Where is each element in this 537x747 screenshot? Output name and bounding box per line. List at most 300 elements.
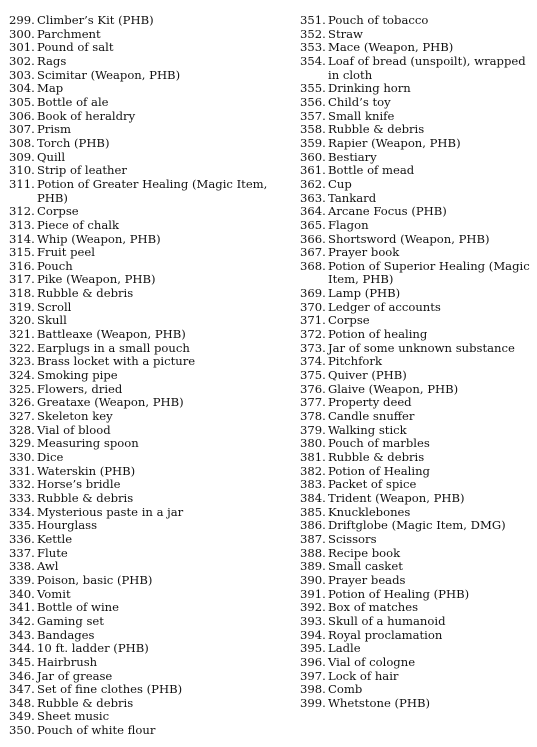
list-item <box>9 574 291 588</box>
item-number: 328. <box>9 422 35 437</box>
item-number: 381. <box>300 450 326 464</box>
item-number: 321. <box>9 327 35 342</box>
list-item <box>9 28 291 42</box>
item-text: Poison, basic (PHB) <box>37 572 153 587</box>
list-item <box>9 96 291 110</box>
item-text: Potion of Healing <box>328 463 430 478</box>
list-item <box>300 588 530 602</box>
list-item <box>9 205 291 219</box>
item-text: Potion of Greater Healing (Magic Item, PHB) <box>37 176 268 205</box>
item-text: Climber’s Kit (PHB) <box>37 13 154 27</box>
item-number: 327. <box>9 409 35 424</box>
item-number: 393. <box>300 613 326 628</box>
item-number: 397. <box>300 668 326 683</box>
item-number: 398. <box>300 682 326 697</box>
item-text: Drinking horn <box>328 81 411 96</box>
item-number: 325. <box>9 381 35 396</box>
item-text: Packet of spice <box>328 477 417 492</box>
item-text: Ladle <box>328 641 361 656</box>
item-number: 320. <box>9 313 35 328</box>
list-item <box>9 547 291 561</box>
list-item <box>9 69 291 83</box>
list-item <box>9 424 291 438</box>
item-text: Dice <box>37 450 64 464</box>
right-column-list <box>300 14 530 710</box>
item-text: Ledger of accounts <box>328 299 441 314</box>
item-text: Brass locket with a picture <box>37 354 196 369</box>
item-number: 374. <box>300 354 326 369</box>
item-text: Map <box>37 81 64 96</box>
item-number: 375. <box>300 368 326 383</box>
list-item <box>300 629 530 643</box>
list-item <box>9 697 291 711</box>
item-number: 388. <box>300 545 326 560</box>
list-item <box>9 342 291 356</box>
list-item <box>9 451 291 465</box>
item-number: 382. <box>300 463 326 478</box>
item-number: 316. <box>9 258 35 273</box>
item-number: 379. <box>300 422 326 437</box>
list-item <box>9 437 291 451</box>
item-number: 333. <box>9 490 35 505</box>
item-text: Strip of leather <box>37 163 127 178</box>
item-text: Whip (Weapon, PHB) <box>37 231 161 246</box>
item-text: Rapier (Weapon, PHB) <box>328 135 461 150</box>
item-number: 366. <box>300 231 326 246</box>
item-text: Skull of a humanoid <box>328 613 446 628</box>
list-item <box>9 383 291 397</box>
item-text: Box of matches <box>328 600 419 615</box>
list-item <box>9 164 291 178</box>
list-item <box>300 28 530 42</box>
item-text: Knucklebones <box>328 504 411 519</box>
item-text: Driftglobe (Magic Item, DMG) <box>328 518 506 533</box>
list-item <box>300 123 530 137</box>
list-item <box>300 478 530 492</box>
item-number: 300. <box>9 26 35 41</box>
list-item <box>9 615 291 629</box>
list-item <box>9 14 291 28</box>
item-number: 384. <box>300 490 326 505</box>
item-text: Arcane Focus (PHB) <box>328 204 447 219</box>
list-item <box>9 670 291 684</box>
list-item <box>9 41 291 55</box>
item-number: 358. <box>300 122 326 137</box>
item-text: Hairbrush <box>37 654 98 669</box>
item-number: 383. <box>300 477 326 492</box>
list-item <box>9 642 291 656</box>
item-number: 356. <box>300 94 326 109</box>
item-number: 305. <box>9 94 35 109</box>
list-item <box>9 137 291 151</box>
list-item <box>300 96 530 110</box>
item-text: Piece of chalk <box>37 217 119 232</box>
list-item <box>300 615 530 629</box>
item-text: Fruit peel <box>37 245 95 260</box>
list-item <box>300 260 530 287</box>
list-item <box>9 110 291 124</box>
item-text: Scimitar (Weapon, PHB) <box>37 67 181 82</box>
list-item <box>300 178 530 192</box>
item-text: Jar of grease <box>37 668 113 683</box>
item-text: Vial of cologne <box>328 654 416 669</box>
item-number: 335. <box>9 518 35 533</box>
item-text: Prayer beads <box>328 572 406 587</box>
item-number: 308. <box>9 135 35 150</box>
item-text: Prayer book <box>328 245 400 260</box>
left-column-list <box>9 14 291 738</box>
list-item <box>300 369 530 383</box>
item-text: Gaming set <box>37 613 104 628</box>
item-number: 364. <box>300 204 326 219</box>
item-number: 323. <box>9 354 35 369</box>
item-text: Hourglass <box>37 518 98 533</box>
list-item <box>9 601 291 615</box>
item-number: 306. <box>9 108 35 123</box>
list-item <box>300 670 530 684</box>
item-number: 371. <box>300 313 326 328</box>
item-text: Vomit <box>37 586 71 601</box>
list-item <box>300 41 530 55</box>
item-text: Earplugs in a small pouch <box>37 340 190 355</box>
list-item <box>300 55 530 82</box>
item-number: 372. <box>300 327 326 342</box>
list-item <box>9 355 291 369</box>
list-item <box>300 110 530 124</box>
item-text: Book of heraldry <box>37 108 136 123</box>
list-item <box>9 246 291 260</box>
list-item <box>9 123 291 137</box>
item-text: Small casket <box>328 559 403 574</box>
item-text: Skeleton key <box>37 409 113 424</box>
item-number: 339. <box>9 572 35 587</box>
item-number: 318. <box>9 286 35 301</box>
item-text: Rubble & debris <box>37 490 134 505</box>
list-item <box>300 465 530 479</box>
item-number: 389. <box>300 559 326 574</box>
list-item <box>9 533 291 547</box>
item-text: Bottle of ale <box>37 94 109 109</box>
list-item <box>300 151 530 165</box>
item-text: Greataxe (Weapon, PHB) <box>37 395 184 410</box>
list-item <box>300 533 530 547</box>
item-number: 349. <box>9 709 35 724</box>
item-number: 347. <box>9 682 35 697</box>
list-item <box>9 314 291 328</box>
item-text: Candle snuffer <box>328 409 415 424</box>
item-number: 387. <box>300 531 326 546</box>
list-item <box>300 396 530 410</box>
item-text: Pouch of white flour <box>37 723 156 738</box>
item-number: 391. <box>300 586 326 601</box>
list-item <box>300 137 530 151</box>
item-number: 314. <box>9 231 35 246</box>
list-item <box>300 560 530 574</box>
item-number: 324. <box>9 368 35 383</box>
item-text: Flowers, dried <box>37 381 123 396</box>
item-number: 396. <box>300 654 326 669</box>
item-text: Prism <box>37 122 71 137</box>
item-text: Parchment <box>37 26 101 41</box>
item-number: 352. <box>300 26 326 41</box>
item-number: 345. <box>9 654 35 669</box>
item-number: 392. <box>300 600 326 615</box>
list-item <box>9 219 291 233</box>
item-text: Pouch of marbles <box>328 436 430 451</box>
list-item <box>300 697 530 711</box>
item-number: 353. <box>300 40 326 55</box>
list-item <box>300 410 530 424</box>
item-number: 343. <box>9 627 35 642</box>
item-number: 354. <box>300 53 326 68</box>
item-number: 370. <box>300 299 326 314</box>
list-item <box>9 178 291 205</box>
item-number: 365. <box>300 217 326 232</box>
list-item <box>9 506 291 520</box>
list-item <box>300 424 530 438</box>
list-item <box>300 492 530 506</box>
list-item <box>300 642 530 656</box>
item-number: 329. <box>9 436 35 451</box>
item-text: Small knife <box>328 108 395 123</box>
item-number: 350. <box>9 723 35 738</box>
list-item <box>300 82 530 96</box>
item-number: 399. <box>300 695 326 710</box>
list-item <box>9 151 291 165</box>
item-text: Scissors <box>328 531 377 546</box>
item-text: Glaive (Weapon, PHB) <box>328 381 459 396</box>
item-text: Bandages <box>37 627 95 642</box>
item-number: 332. <box>9 477 35 492</box>
item-text: Smoking pipe <box>37 368 118 383</box>
item-text: Walking stick <box>328 422 407 437</box>
item-number: 317. <box>9 272 35 287</box>
item-text: Rubble & debris <box>37 695 134 710</box>
item-text: Whetstone (PHB) <box>328 695 430 710</box>
list-item <box>9 519 291 533</box>
item-text: Shortsword (Weapon, PHB) <box>328 231 490 246</box>
item-text: Horse’s bridle <box>37 477 121 492</box>
item-text: Recipe book <box>328 545 401 560</box>
item-text: Rags <box>37 53 67 68</box>
list-item <box>9 724 291 738</box>
list-item <box>300 301 530 315</box>
item-number: 378. <box>300 409 326 424</box>
item-number: 310. <box>9 163 35 178</box>
item-number: 338. <box>9 559 35 574</box>
list-item <box>300 383 530 397</box>
item-number: 304. <box>9 81 35 96</box>
item-text: Pouch of tobacco <box>328 13 429 27</box>
item-text: Pouch <box>37 258 73 273</box>
list-item <box>9 396 291 410</box>
item-number: 377. <box>300 395 326 410</box>
list-item <box>9 369 291 383</box>
item-text: Quill <box>37 149 66 164</box>
item-number: 315. <box>9 245 35 260</box>
list-item <box>300 164 530 178</box>
item-number: 351. <box>300 13 326 27</box>
list-item <box>9 465 291 479</box>
item-number: 376. <box>300 381 326 396</box>
list-item <box>9 410 291 424</box>
item-number: 362. <box>300 176 326 191</box>
list-item <box>300 506 530 520</box>
item-text: 10 ft. ladder (PHB) <box>37 641 149 656</box>
list-item <box>300 287 530 301</box>
list-item <box>300 547 530 561</box>
item-text: Jar of some unknown substance <box>328 340 515 355</box>
item-number: 313. <box>9 217 35 232</box>
item-text: Potion of Superior Healing (Magic Item, PHB) <box>328 258 530 287</box>
item-number: 346. <box>9 668 35 683</box>
item-text: Flute <box>37 545 68 560</box>
item-text: Rubble & debris <box>328 450 425 464</box>
item-text: Royal proclamation <box>328 627 443 642</box>
list-item <box>300 192 530 206</box>
item-number: 368. <box>300 258 326 273</box>
list-item <box>300 219 530 233</box>
list-item <box>300 14 530 28</box>
list-item <box>300 246 530 260</box>
item-text: Mysterious paste in a jar <box>37 504 184 519</box>
item-text: Corpse <box>328 313 370 328</box>
item-text: Property deed <box>328 395 412 410</box>
list-item <box>300 205 530 219</box>
item-text: Vial of blood <box>37 422 111 437</box>
item-number: 331. <box>9 463 35 478</box>
item-text: Lamp (PHB) <box>328 286 401 301</box>
item-number: 369. <box>300 286 326 301</box>
list-item <box>300 328 530 342</box>
list-item <box>300 233 530 247</box>
item-text: Kettle <box>37 531 73 546</box>
item-text: Sheet music <box>37 709 110 724</box>
list-item <box>300 451 530 465</box>
item-text: Bestiary <box>328 149 377 164</box>
item-text: Cup <box>328 176 352 191</box>
list-item <box>9 629 291 643</box>
item-number: 307. <box>9 122 35 137</box>
item-number: 309. <box>9 149 35 164</box>
item-number: 336. <box>9 531 35 546</box>
item-number: 367. <box>300 245 326 260</box>
item-number: 360. <box>300 149 326 164</box>
list-item <box>9 287 291 301</box>
item-number: 359. <box>300 135 326 150</box>
item-number: 390. <box>300 572 326 587</box>
item-number: 385. <box>300 504 326 519</box>
item-text: Straw <box>328 26 363 41</box>
list-item <box>300 314 530 328</box>
item-text: Torch (PHB) <box>37 135 110 150</box>
item-number: 299. <box>9 13 35 27</box>
list-item <box>9 710 291 724</box>
item-number: 361. <box>300 163 326 178</box>
item-number: 373. <box>300 340 326 355</box>
list-item <box>9 656 291 670</box>
list-item <box>9 683 291 697</box>
item-number: 334. <box>9 504 35 519</box>
list-item <box>9 492 291 506</box>
list-item <box>9 233 291 247</box>
list-item <box>300 656 530 670</box>
list-item <box>9 273 291 287</box>
list-item <box>9 260 291 274</box>
item-number: 363. <box>300 190 326 205</box>
item-text: Potion of Healing (PHB) <box>328 586 470 601</box>
list-item <box>9 478 291 492</box>
item-number: 348. <box>9 695 35 710</box>
item-text: Loaf of bread (unspoilt), wrapped in cloth <box>328 53 526 82</box>
item-number: 337. <box>9 545 35 560</box>
item-number: 340. <box>9 586 35 601</box>
item-number: 303. <box>9 67 35 82</box>
list-item <box>300 601 530 615</box>
item-text: Measuring spoon <box>37 436 139 451</box>
item-text: Trident (Weapon, PHB) <box>328 490 465 505</box>
item-number: 311. <box>9 176 35 191</box>
item-number: 394. <box>300 627 326 642</box>
item-number: 322. <box>9 340 35 355</box>
list-item <box>300 683 530 697</box>
item-number: 342. <box>9 613 35 628</box>
item-text: Awl <box>37 559 59 574</box>
item-text: Scroll <box>37 299 72 314</box>
item-text: Rubble & debris <box>37 286 134 301</box>
list-item <box>9 82 291 96</box>
item-number: 312. <box>9 204 35 219</box>
item-text: Battleaxe (Weapon, PHB) <box>37 327 186 342</box>
item-text: Comb <box>328 682 363 697</box>
item-number: 302. <box>9 53 35 68</box>
list-item <box>300 437 530 451</box>
item-text: Mace (Weapon, PHB) <box>328 40 454 55</box>
item-text: Flagon <box>328 217 369 232</box>
list-item <box>9 55 291 69</box>
list-item <box>9 301 291 315</box>
item-number: 319. <box>9 299 35 314</box>
item-number: 380. <box>300 436 326 451</box>
list-item <box>300 342 530 356</box>
item-number: 326. <box>9 395 35 410</box>
item-text: Tankard <box>328 190 377 205</box>
item-text: Bottle of mead <box>328 163 415 178</box>
item-number: 355. <box>300 81 326 96</box>
item-text: Rubble & debris <box>328 122 425 137</box>
item-text: Pound of salt <box>37 40 114 55</box>
list-item <box>9 328 291 342</box>
item-text: Pike (Weapon, PHB) <box>37 272 156 287</box>
item-text: Skull <box>37 313 67 328</box>
item-number: 386. <box>300 518 326 533</box>
item-number: 301. <box>9 40 35 55</box>
item-text: Potion of healing <box>328 327 428 342</box>
item-text: Waterskin (PHB) <box>37 463 136 478</box>
item-text: Bottle of wine <box>37 600 119 615</box>
item-number: 395. <box>300 641 326 656</box>
list-item <box>9 588 291 602</box>
item-text: Lock of hair <box>328 668 399 683</box>
list-item <box>300 519 530 533</box>
item-number: 330. <box>9 450 35 464</box>
item-text: Pitchfork <box>328 354 382 369</box>
item-text: Corpse <box>37 204 79 219</box>
item-number: 357. <box>300 108 326 123</box>
item-text: Set of fine clothes (PHB) <box>37 682 183 697</box>
list-item <box>300 574 530 588</box>
item-number: 344. <box>9 641 35 656</box>
